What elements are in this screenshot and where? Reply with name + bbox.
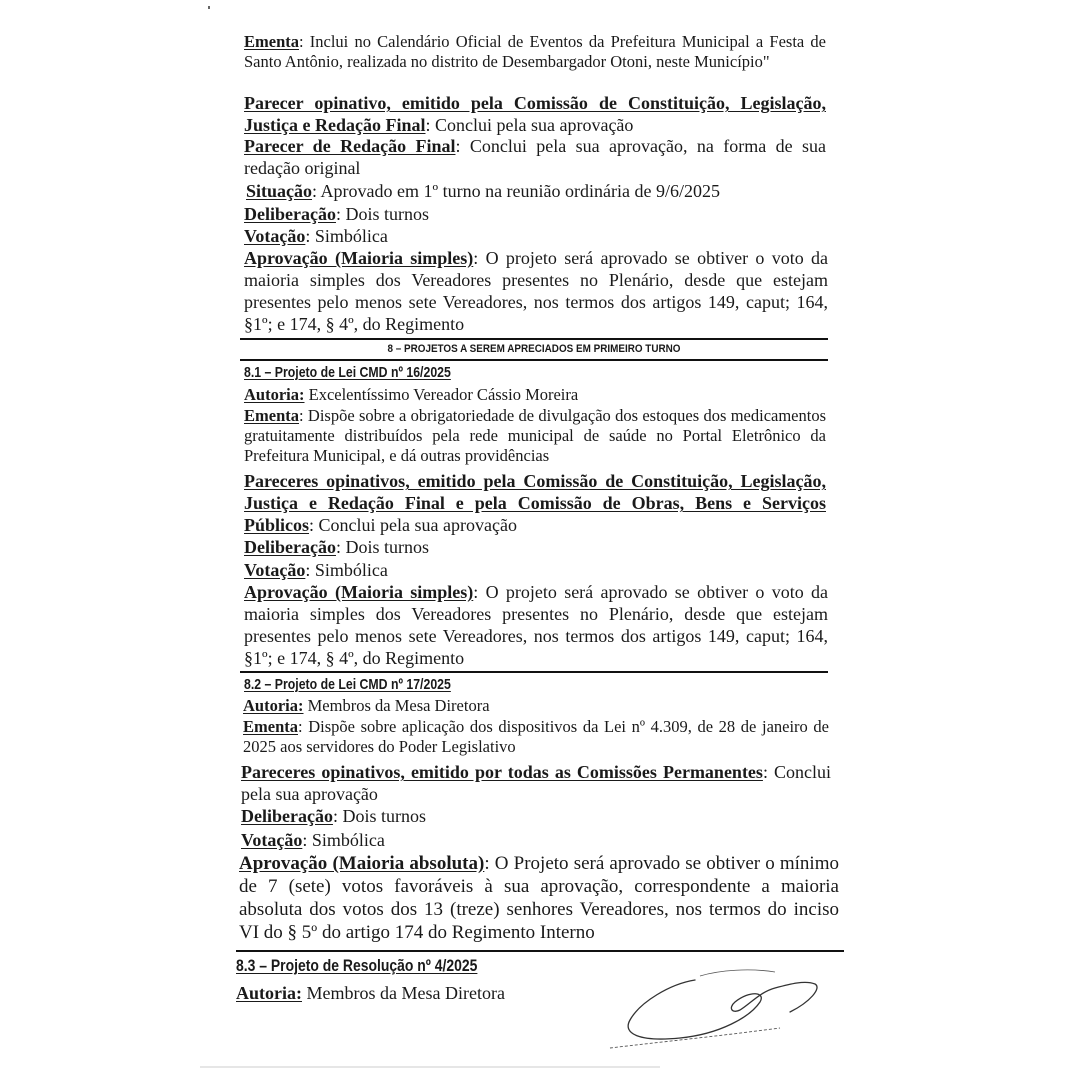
deliberacao-paragraph [241,805,831,827]
deliberacao-label: Deliberação [241,806,333,826]
ementa-label: Ementa [244,406,299,425]
item-8-1-title: 8.1 – Projeto de Lei CMD nº 16/2025 [244,364,451,381]
votacao-text: : Simbólica [302,830,385,850]
autoria-paragraph [236,982,636,1004]
pareceres-label: Pareceres opinativos, emitido por todas as Comissões Permanentes [241,762,763,782]
parecer-text: : Conclui pela sua aprovação [425,115,634,135]
votacao-text: : Simbólica [305,226,388,246]
votacao-label: Votação [244,226,306,246]
parecer-label: Parecer opinativo, emitido pela Comissão de Constituição, Legislação, Justiça e Redação Final [244,93,826,135]
deliberacao-paragraph [244,536,826,558]
divider [236,950,844,952]
autoria-text: Membros da Mesa Diretora [303,696,490,715]
ementa-paragraph [244,32,826,72]
votacao-text: : Simbólica [305,560,388,580]
aprovacao-text: : O Projeto será aprovado se obtiver o mínimo de 7 (sete) votos favoráveis à sua aprovação, correspondente a maioria absoluta dos votos dos 13 (treze) senhores Vereadores, nos termos do inciso VI do § 5º do artigo 174 do Regimento Interno [239,853,839,943]
scan-edge [200,1066,660,1068]
votacao-label: Votação [244,560,306,580]
aprovacao-label: Aprovação (Maioria simples) [244,582,474,602]
ementa-label: Ementa [243,717,298,736]
ementa-text: : Inclui no Calendário Oficial de Eventos da Prefeitura Municipal a Festa de Santo Antônio, realizada no distrito de Desembargador Otoni, neste Município" [244,32,826,71]
autoria-text: Excelentíssimo Vereador Cássio Moreira [304,385,579,404]
votacao-label: Votação [241,830,303,850]
votacao-paragraph [244,559,826,581]
item-8-3-title: 8.3 – Projeto de Resolução nº 4/2025 [236,956,478,975]
redacao-paragraph [244,135,826,179]
situacao-text: : Aprovado em 1º turno na reunião ordinária de 9/6/2025 [312,181,720,201]
situacao-paragraph [246,180,828,202]
pareceres-label: Pareceres opinativos, emitido pela Comissão de Constituição, Legislação, Justiça e Redação Final e pela Comissão de Obras, Bens e Serviços Públicos [244,471,826,535]
aprovacao-label: Aprovação (Maioria simples) [244,248,474,268]
pareceres-text: : Conclui pela sua aprovação [241,762,832,804]
deliberacao-label: Deliberação [244,204,336,224]
ementa-paragraph [243,717,829,757]
aprovacao-label: Aprovação (Maioria absoluta) [239,853,485,874]
pareceres-paragraph [244,470,826,536]
autoria-paragraph [244,385,826,405]
ementa-text: : Dispõe sobre aplicação dos dispositivos da Lei nº 4.309, de 28 de janeiro de 2025 aos servidores do Poder Legislativo [243,717,829,756]
redacao-text: : Conclui pela sua aprovação, na forma de sua redação original [244,136,826,178]
divider [240,338,828,340]
autoria-label: Autoria: [236,983,302,1003]
scan-mark [208,6,210,9]
autoria-text: Membros da Mesa Diretora [302,983,505,1003]
signature-image [600,962,830,1057]
aprovacao-text: : O projeto será aprovado se obtiver o voto da maioria simples dos Vereadores presentes no Plenário, desde que estejam presentes pelo menos sete Vereadores, nos termos dos artigos 149, caput; 164, §1º; e 174, § 4º, do Regimento [244,248,828,334]
ementa-label: Ementa [244,32,299,51]
pareceres-paragraph [241,761,831,805]
autoria-label: Autoria: [244,385,305,404]
pareceres-text: : Conclui pela sua aprovação [309,515,517,535]
votacao-paragraph [244,225,826,247]
aprovacao-paragraph [244,247,828,335]
aprovacao-text: : O projeto será aprovado se obtiver o voto da maioria simples dos Vereadores presentes no Plenário, desde que estejam presentes pelo menos sete Vereadores, nos termos dos artigos 149, caput; 164, §1º; e 174, § 4º, do Regimento [244,582,828,668]
section-title: 8 – PROJETOS A SEREM APRECIADOS EM PRIMEIRO TURNO [387,343,681,355]
divider [240,671,828,673]
aprovacao-paragraph [239,852,839,944]
deliberacao-text: : Dois turnos [332,806,426,826]
situacao-label: Situação [246,181,313,201]
parecer-paragraph [244,92,826,136]
aprovacao-paragraph [244,581,828,669]
redacao-label: Parecer de Redação Final [244,136,456,156]
divider [240,359,828,361]
item-8-2-title: 8.2 – Projeto de Lei CMD nº 17/2025 [244,676,451,693]
deliberacao-paragraph [244,203,826,225]
autoria-label: Autoria: [243,696,304,715]
autoria-paragraph [243,696,827,716]
ementa-paragraph [244,406,826,466]
deliberacao-text: : Dois turnos [335,537,429,557]
deliberacao-label: Deliberação [244,537,336,557]
ementa-text: : Dispõe sobre a obrigatoriedade de divulgação dos estoques dos medicamentos gratuitamente distribuídos pela rede municipal de saúde no Portal Eletrônico da Prefeitura Municipal, e dá outras providências [244,406,826,465]
deliberacao-text: : Dois turnos [335,204,429,224]
votacao-paragraph [241,829,831,851]
